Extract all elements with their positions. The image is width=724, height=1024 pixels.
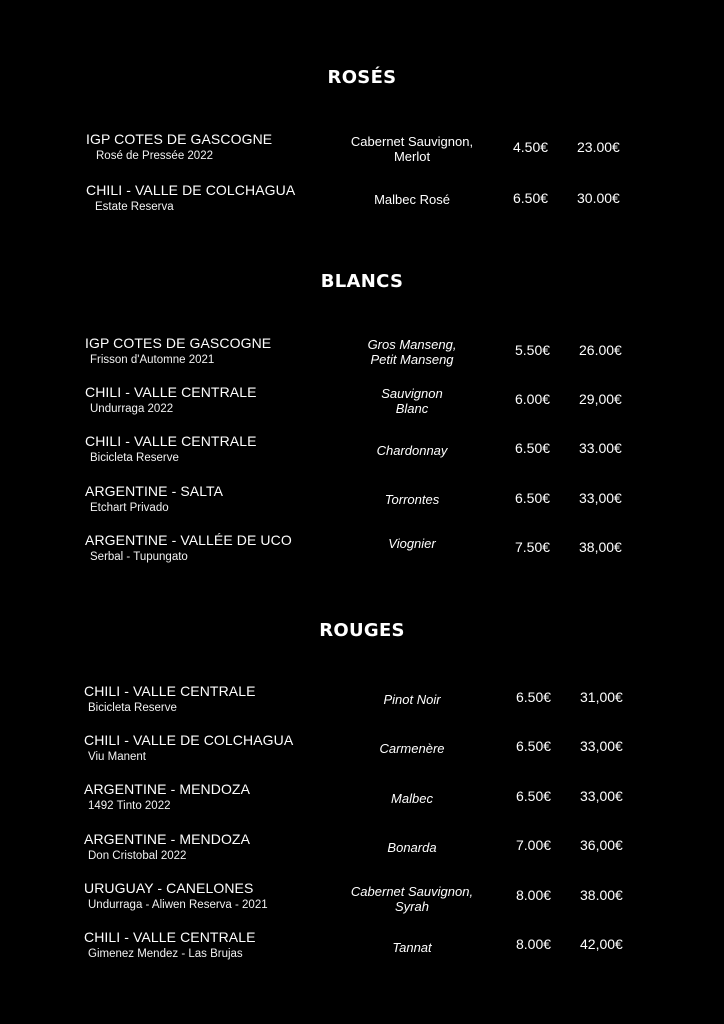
wine-name: Don Cristobal 2022 xyxy=(88,850,187,862)
price-glass: 4.50€ xyxy=(513,139,549,155)
wine-row xyxy=(0,929,724,973)
price-glass: 6.00€ xyxy=(515,391,551,407)
wine-region: IGP COTES DE GASCOGNE xyxy=(85,335,272,351)
price-glass: 6.50€ xyxy=(513,190,549,206)
grape-line: Carmenère xyxy=(379,741,445,756)
grape-line: Cabernet Sauvignon, xyxy=(350,134,474,149)
grape-line: Sauvignon xyxy=(381,386,443,401)
price-glass: 5.50€ xyxy=(515,342,551,358)
price-bottle: 38,00€ xyxy=(579,539,622,555)
wine-grape xyxy=(322,386,502,416)
wine-row xyxy=(0,532,724,576)
price-bottle: 33,00€ xyxy=(580,738,623,754)
wine-row xyxy=(0,781,724,825)
price-glass: 6.50€ xyxy=(516,788,552,804)
grape-line: Tannat xyxy=(392,940,432,955)
grape-line: Torrontes xyxy=(384,492,440,507)
wine-region: CHILI - VALLE CENTRALE xyxy=(84,929,256,945)
wine-region: ARGENTINE - MENDOZA xyxy=(84,781,251,797)
price-glass: 6.50€ xyxy=(516,738,552,754)
wine-region: ARGENTINE - VALLÉE DE UCO xyxy=(85,532,292,548)
wine-region: ARGENTINE - MENDOZA xyxy=(84,831,251,847)
wine-grape xyxy=(322,940,502,955)
wine-name: Bicicleta Reserve xyxy=(88,702,177,714)
wine-grape xyxy=(322,492,502,507)
wine-row xyxy=(0,880,724,924)
price-bottle: 42,00€ xyxy=(580,936,623,952)
grape-line: Syrah xyxy=(395,899,429,914)
wine-region: IGP COTES DE GASCOGNE xyxy=(86,131,273,147)
wine-row xyxy=(0,131,724,175)
wine-grape xyxy=(322,692,502,707)
wine-grape xyxy=(322,443,502,458)
wine-region: CHILI - VALLE DE COLCHAGUA xyxy=(86,182,296,198)
grape-line: Gros Manseng, xyxy=(367,337,457,352)
wine-grape xyxy=(322,884,502,914)
wine-row xyxy=(0,732,724,776)
grape-line: Cabernet Sauvignon, xyxy=(350,884,474,899)
wine-row xyxy=(0,483,724,527)
price-glass: 6.50€ xyxy=(515,440,551,456)
price-bottle: 36,00€ xyxy=(580,837,623,853)
grape-line: Blanc xyxy=(395,401,429,416)
price-glass: 7.00€ xyxy=(516,837,552,853)
wine-name: 1492 Tinto 2022 xyxy=(88,800,171,812)
wine-row xyxy=(0,182,724,226)
wine-name: Bicicleta Reserve xyxy=(90,452,179,464)
wine-name: Etchart Privado xyxy=(90,502,169,514)
grape-line: Pinot Noir xyxy=(383,692,441,707)
wine-name: Estate Reserva xyxy=(95,201,174,213)
wine-name: Serbal - Tupungato xyxy=(90,551,188,563)
price-glass: 8.00€ xyxy=(516,887,552,903)
wine-grape xyxy=(322,337,502,367)
wine-name: Undurraga - Aliwen Reserva - 2021 xyxy=(88,899,268,911)
wine-name: Rosé de Pressée 2022 xyxy=(96,150,213,162)
wine-region: ARGENTINE - SALTA xyxy=(85,483,224,499)
wine-region: CHILI - VALLE CENTRALE xyxy=(84,683,256,699)
wine-row xyxy=(0,433,724,477)
grape-line: Malbec Rosé xyxy=(374,192,450,207)
grape-line: Chardonnay xyxy=(376,443,448,458)
wine-name: Gimenez Mendez - Las Brujas xyxy=(88,948,243,960)
price-glass: 6.50€ xyxy=(516,689,552,705)
wine-row xyxy=(0,335,724,379)
grape-line: Malbec xyxy=(391,791,433,806)
section-title-blancs: BLANCS xyxy=(320,271,404,292)
wine-row xyxy=(0,384,724,428)
wine-grape xyxy=(322,134,502,164)
price-bottle: 33,00€ xyxy=(579,490,622,506)
price-bottle: 33.00€ xyxy=(579,440,622,456)
wine-row xyxy=(0,831,724,875)
wine-region: CHILI - VALLE DE COLCHAGUA xyxy=(84,732,294,748)
price-bottle: 38.00€ xyxy=(580,887,623,903)
grape-line: Viognier xyxy=(388,536,436,551)
price-glass: 8.00€ xyxy=(516,936,552,952)
wine-region: CHILI - VALLE CENTRALE xyxy=(85,433,257,449)
section-title-roses: ROSÉS xyxy=(327,67,397,88)
price-bottle: 29,00€ xyxy=(579,391,622,407)
section-title-rouges: ROUGES xyxy=(319,620,405,641)
wine-region: URUGUAY - CANELONES xyxy=(84,880,254,896)
wine-grape xyxy=(322,536,502,551)
wine-grape xyxy=(322,741,502,756)
wine-name: Undurraga 2022 xyxy=(90,403,174,415)
price-bottle: 23.00€ xyxy=(577,139,620,155)
wine-grape xyxy=(322,192,502,207)
grape-line: Petit Manseng xyxy=(370,352,454,367)
wine-grape xyxy=(322,791,502,806)
grape-line: Bonarda xyxy=(387,840,437,855)
price-bottle: 26.00€ xyxy=(579,342,622,358)
wine-name: Viu Manent xyxy=(88,751,146,763)
price-bottle: 31,00€ xyxy=(580,689,623,705)
wine-region: CHILI - VALLE CENTRALE xyxy=(85,384,257,400)
price-glass: 7.50€ xyxy=(515,539,551,555)
price-glass: 6.50€ xyxy=(515,490,551,506)
wine-row xyxy=(0,683,724,727)
wine-grape xyxy=(322,840,502,855)
price-bottle: 30.00€ xyxy=(577,190,620,206)
price-bottle: 33,00€ xyxy=(580,788,623,804)
wine-name: Frisson d'Automne 2021 xyxy=(90,354,215,366)
grape-line: Merlot xyxy=(393,149,431,164)
